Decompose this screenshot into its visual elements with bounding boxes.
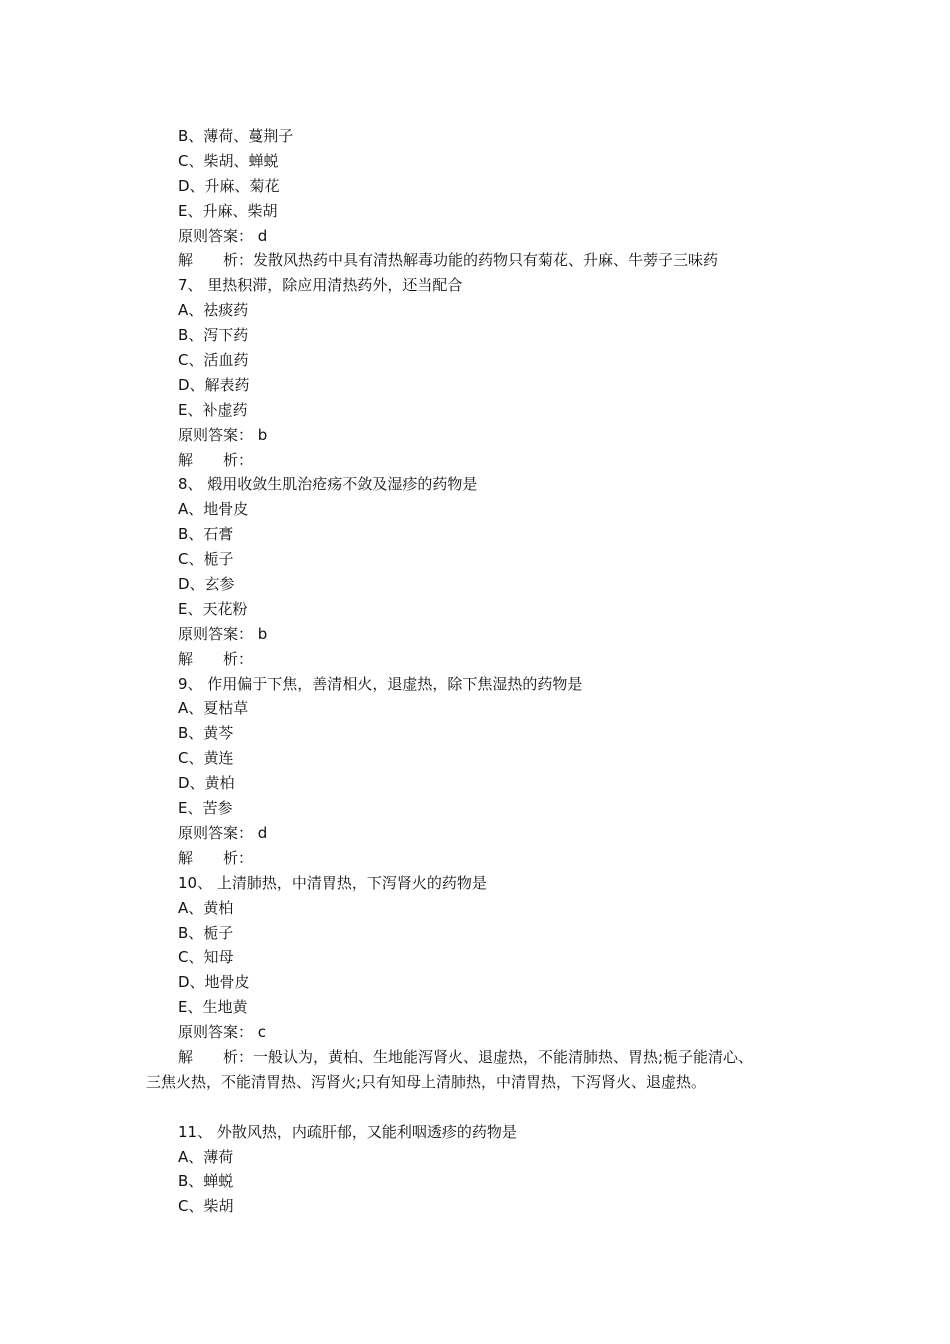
option-b-line: B、蝉蜕: [178, 1172, 234, 1191]
answer-line: 原则答案： d: [178, 823, 268, 842]
answer-line: 原则答案： c: [178, 1023, 267, 1042]
explanation-continuation: 三焦火热，不能清胃热、泻肾火;只有知母上清肺热，中清胃热，下泻肾火、退虚热。: [146, 1072, 707, 1091]
explanation-line: 解 析：: [178, 649, 254, 668]
explanation-line: 解 析：: [178, 848, 254, 867]
option-e-line: E、生地黄: [178, 998, 248, 1017]
question-7: 7、 里热积滞，除应用清热药外，还当配合: [178, 276, 463, 295]
document-body: [0, 124, 950, 1219]
explanation-line: 解 析：一般认为，黄柏、生地能泻肾火、退虚热，不能清肺热、胃热;栀子能清心、: [178, 1047, 754, 1066]
answer-line: 原则答案： b: [178, 425, 268, 444]
option-e-line: E、补虚药: [178, 400, 248, 419]
option-b-line: B、石膏: [178, 525, 234, 544]
explanation-line: 解 析：发散风热药中具有清热解毒功能的药物只有菊花、升麻、牛蒡子三味药: [178, 251, 719, 270]
option-a-line: A、祛痰药: [178, 301, 249, 320]
option-d-line: D、黄柏: [178, 774, 235, 793]
option-b-line: B、栀子: [178, 923, 234, 942]
option-d-line: D、解表药: [178, 375, 250, 394]
blank-line: [0, 1095, 950, 1120]
option-b-line: B、黄芩: [178, 724, 234, 743]
option-a-line: A、夏枯草: [178, 699, 249, 718]
option-d-line: D、玄参: [178, 575, 235, 594]
option-c-line: C、柴胡: [178, 1197, 234, 1216]
option-e-line: E、天花粉: [178, 599, 248, 618]
explanation-line: 解 析：: [178, 450, 254, 469]
option-a-line: A、地骨皮: [178, 500, 249, 519]
option-e-line: E、苦参: [178, 799, 233, 818]
answer-line: 原则答案： d: [178, 226, 268, 245]
option-b-line: B、薄荷、蔓荆子: [178, 127, 294, 145]
option-b-line: B、泻下药: [178, 326, 249, 345]
option-c-line: C、知母: [178, 948, 234, 967]
option-c-line: C、黄连: [178, 749, 234, 768]
option-c-line: C、柴胡、蝉蜕: [178, 151, 279, 170]
option-c-line: C、活血药: [178, 351, 249, 370]
question-9: 9、 作用偏于下焦，善清相火，退虚热，除下焦湿热的药物是: [178, 674, 583, 693]
question-8: 8、 煅用收敛生肌治疮疡不敛及湿疹的药物是: [178, 475, 478, 494]
option-d-line: D、地骨皮: [178, 973, 250, 992]
option-d-line: D、升麻、菊花: [178, 176, 280, 195]
option-e-line: E、升麻、柴胡: [178, 201, 278, 220]
answer-line: 原则答案： b: [178, 624, 268, 643]
question-10: 10、 上清肺热，中清胃热，下泻肾火的药物是: [178, 873, 487, 892]
option-a-line: A、黄柏: [178, 898, 234, 917]
option-c-line: C、栀子: [178, 550, 234, 569]
question-11: 11、 外散风热，内疏肝郁，又能利咽透疹的药物是: [178, 1122, 517, 1141]
option-a-line: A、薄荷: [178, 1147, 234, 1166]
